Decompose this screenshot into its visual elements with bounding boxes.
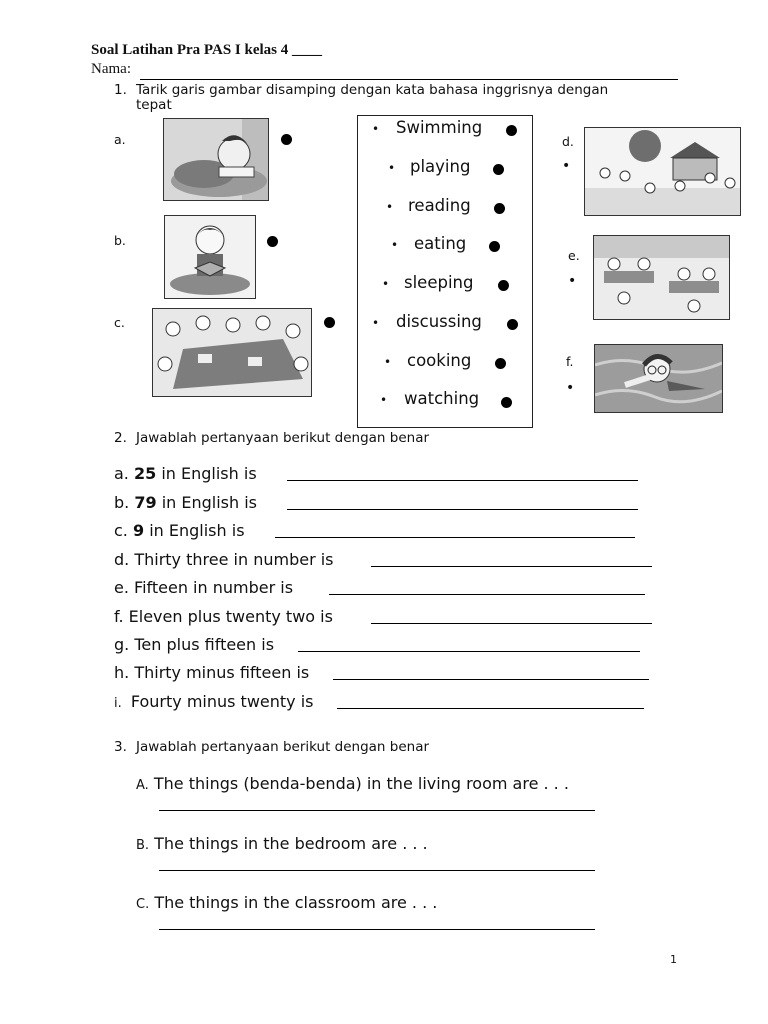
q2-answer-line-b[interactable] <box>287 509 638 510</box>
section3-number: 3. <box>114 739 127 755</box>
word-dot-playing[interactable] <box>493 164 504 175</box>
q2-item-e: e. Fifteen in number is <box>114 578 294 597</box>
name-label: Nama: <box>91 61 131 77</box>
picture-label-a: a. <box>114 132 126 147</box>
q2-item-a: a. 25 in English is <box>114 464 257 483</box>
q2-answer-line-a[interactable] <box>287 480 638 481</box>
q2-item-c: c. 9 in English is <box>114 521 245 540</box>
q2-answer-line-c[interactable] <box>275 537 635 538</box>
word-dot-cooking[interactable] <box>495 358 506 369</box>
section1-number: 1. <box>114 82 127 98</box>
picture-c-dot[interactable] <box>324 317 335 328</box>
picture-label-b: b. <box>114 233 126 248</box>
picture-label-e: e. <box>568 248 580 263</box>
word-bank-box: • Swimming • playing • reading • eating • sleeping • discussing • cooking • watching <box>357 115 533 428</box>
word-dot-sleeping[interactable] <box>498 280 509 291</box>
q2-answer-line-i[interactable] <box>337 708 644 709</box>
picture-playing-children <box>584 127 741 216</box>
q2-answer-line-d[interactable] <box>371 566 652 567</box>
q3-item-c: C. The things in the classroom are . . . <box>136 893 438 912</box>
q2-answer-line-g[interactable] <box>298 651 640 652</box>
q2-item-i: i. Fourty minus twenty is <box>114 692 314 711</box>
word-dot-watching[interactable] <box>501 397 512 408</box>
picture-swimming-boy <box>594 344 723 413</box>
word-dot-eating[interactable] <box>489 241 500 252</box>
word-dot-discussing[interactable] <box>507 319 518 330</box>
section2-number: 2. <box>114 430 127 446</box>
page-number: 1 <box>670 953 677 966</box>
name-answer-line[interactable] <box>140 79 678 80</box>
section3-instruction: Jawablah pertanyaan berikut dengan benar <box>136 739 430 755</box>
q2-item-g: g. Ten plus fifteen is <box>114 635 275 654</box>
picture-label-d: d. <box>562 134 574 149</box>
q3-answer-line-c[interactable] <box>159 929 595 930</box>
q2-item-b: b. 79 in English is <box>114 493 258 512</box>
picture-reading-boy <box>164 215 256 299</box>
worksheet-title: Soal Latihan Pra PAS I kelas 4 ____ <box>91 42 322 58</box>
picture-eating-canteen <box>593 235 730 320</box>
picture-label-f: f. <box>566 354 574 369</box>
q2-answer-line-f[interactable] <box>371 623 652 624</box>
picture-a-dot[interactable] <box>281 134 292 145</box>
q2-item-f: f. Eleven plus twenty two is <box>114 607 333 626</box>
picture-label-c: c. <box>114 315 125 330</box>
picture-e-bullet[interactable]: • <box>568 273 577 289</box>
q2-item-h: h. Thirty minus fifteen is <box>114 663 310 682</box>
word-dot-swimming[interactable] <box>506 125 517 136</box>
q3-item-b: B. The things in the bedroom are . . . <box>136 834 428 853</box>
picture-b-dot[interactable] <box>267 236 278 247</box>
word-dot-reading[interactable] <box>494 203 505 214</box>
section1-instruction-line1: Tarik garis gambar disamping dengan kata bahasa inggrisnya dengan <box>136 82 609 98</box>
q2-answer-line-e[interactable] <box>329 594 645 595</box>
picture-f-bullet[interactable]: • <box>566 380 575 396</box>
picture-sleeping-girl <box>163 118 269 201</box>
q3-item-a: A. The things (benda-benda) in the living room are . . . <box>136 774 569 793</box>
q3-answer-line-a[interactable] <box>159 810 595 811</box>
section2-instruction: Jawablah pertanyaan berikut dengan benar <box>136 430 430 446</box>
q3-answer-line-b[interactable] <box>159 870 595 871</box>
picture-d-bullet[interactable]: • <box>562 158 571 174</box>
section1-instruction-line2: tepat <box>136 97 172 113</box>
q2-item-d: d. Thirty three in number is <box>114 550 334 569</box>
q2-answer-line-h[interactable] <box>333 679 649 680</box>
picture-discussing-group <box>152 308 312 397</box>
